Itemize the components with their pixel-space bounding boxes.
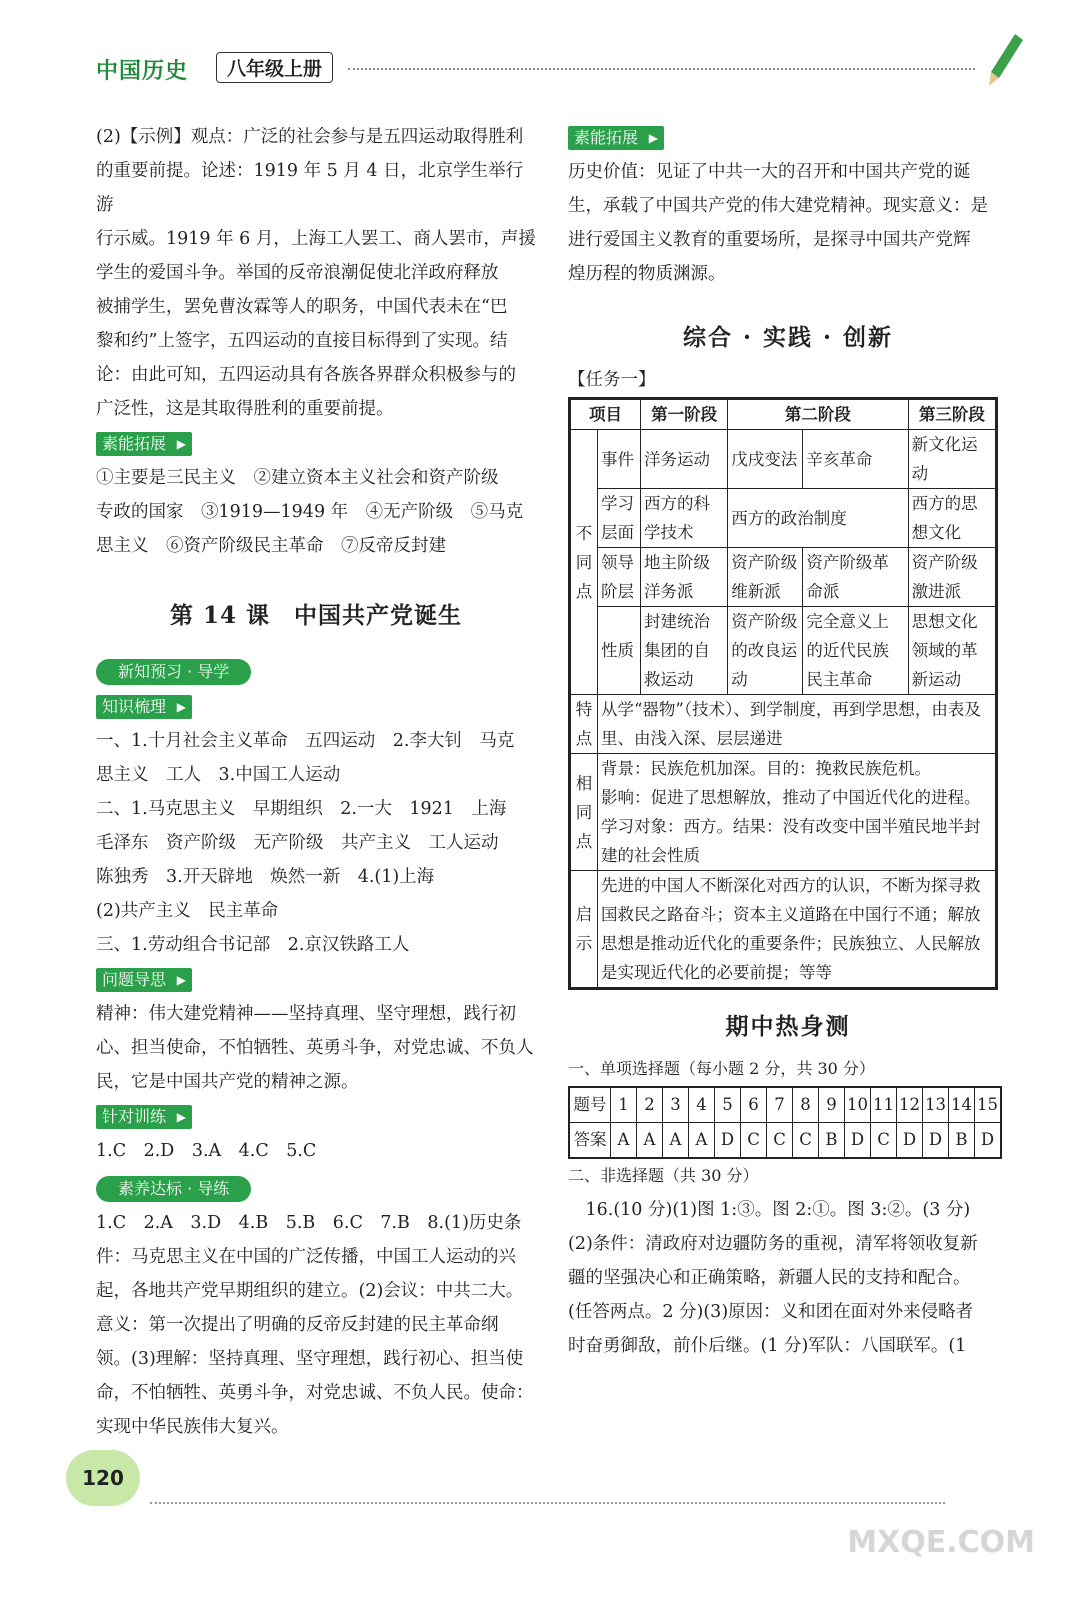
footer-divider (150, 1502, 945, 1504)
section-label-zhishi: 知识梳理 ▶ (96, 695, 192, 719)
text-line: 命，不怕牺牲、英勇斗争，对党忠诚、不负人民。使命： (96, 1383, 534, 1403)
text-line: 历史价值：见证了中共一大的召开和中国共产党的诞 (568, 162, 971, 182)
task-label: 【任务一】 (568, 370, 656, 390)
text-line: 学生的爱国斗争。举国的反帝浪潮促使北洋政府释放 (96, 263, 499, 283)
text-line: 专政的国家 ③1919—1949 年 ④无产阶级 ⑤马克 (96, 502, 524, 522)
table-cell: 11 (871, 1087, 897, 1123)
text-line: 领。(3)理解：坚持真理、坚守理想，践行初心、担当使 (96, 1349, 524, 1369)
text-line: 影响：促进了思想解放，推动了中国近代化的进程。 (601, 788, 981, 807)
text-line: 1.C 2.A 3.D 4.B 5.B 6.C 7.B 8.(1)历史条 (96, 1213, 522, 1233)
table-cell: B (819, 1123, 845, 1159)
pencil-icon (985, 30, 1025, 90)
table-cell: C (767, 1123, 793, 1159)
watermark: MXQE.COM (847, 1525, 1035, 1560)
text-line: 毛泽东 资产阶级 无产阶级 共产主义 工人运动 (96, 833, 499, 853)
table-header: 第三阶段 (908, 399, 996, 430)
text-line: (任答两点。2 分)(3)原因：义和团在面对外来侵略者 (568, 1302, 974, 1322)
midterm-title: 期中热身测 (725, 1013, 851, 1040)
table-cell (598, 754, 997, 871)
table-cell: D (845, 1123, 871, 1159)
table-cell: 完全意义上的近代民族民主革命 (803, 607, 908, 695)
table-cell: 5 (715, 1087, 741, 1123)
text-line: 1.C 2.D 3.A 4.C 5.C (96, 1141, 317, 1161)
text-line: 起，各地共产党早期组织的建立。(2)会议：中共二大。 (96, 1281, 524, 1301)
part-one-heading: 一、单项选择题（每小题 2 分，共 30 分） (568, 1059, 875, 1078)
table-cell: C (741, 1123, 767, 1159)
text-line: 的重要前提。论述：1919 年 5 月 4 日，北京学生举行游 (96, 161, 524, 215)
left-column (96, 120, 536, 1444)
table-cell: 西方的政治制度 (728, 489, 908, 548)
text-line: ①主要是三民主义 ②建立资本主义社会和资产阶级 (96, 468, 499, 488)
table-cell: 1 (611, 1087, 637, 1123)
table-cell: 3 (663, 1087, 689, 1123)
row-label: 相同点 (570, 754, 598, 871)
table-cell: 7 (767, 1087, 793, 1123)
row-label: 事件 (598, 430, 641, 489)
table-cell: 2 (637, 1087, 663, 1123)
section-label-suneng-right: 素能拓展 ▶ (568, 126, 664, 150)
text-line: 生，承载了中国共产党的伟大建党精神。现实意义：是 (568, 196, 988, 216)
text-line: 论：由此可知，五四运动具有各族各界群众积极参与的 (96, 365, 516, 385)
table-cell: 西方的思想文化 (908, 489, 996, 548)
text-line: 二、1.马克思主义 早期组织 2.一大 1921 上海 (96, 799, 507, 819)
table-cell: 戊戌变法 (728, 430, 803, 489)
table-header: 项目 (570, 399, 641, 430)
section-label-zhendui: 针对训练 ▶ (96, 1105, 192, 1129)
table-cell: 资产阶级的改良运动 (728, 607, 803, 695)
table-cell: 资产阶级激进派 (908, 548, 996, 607)
table-header: 第二阶段 (728, 399, 908, 430)
table-row (570, 695, 997, 754)
table-cell: 9 (819, 1087, 845, 1123)
text-line: 陈独秀 3.开天辟地 焕然一新 4.(1)上海 (96, 867, 435, 887)
text-line: 行示威。1919 年 6 月，上海工人罢工、商人罢市，声援 (96, 229, 536, 249)
table-cell: 从学“器物”（技术）、到学制度，再到学思想，由表及里、由浅入深、层层递进 (598, 695, 997, 754)
text-line: 背景：民族危机加深。目的：挽救民族危机。 (601, 759, 931, 778)
table-cell: 西方的科学技术 (641, 489, 728, 548)
table-header: 第一阶段 (641, 399, 728, 430)
table-cell: A (663, 1123, 689, 1159)
part-two-heading: 二、非选择题（共 30 分） (568, 1166, 759, 1185)
text-line: 心、担当使命，不怕牺牲、英勇斗争，对党忠诚、不负人 (96, 1038, 534, 1058)
page-number: 120 (66, 1450, 140, 1506)
row-label: 答案 (569, 1123, 611, 1159)
grade-badge: 八年级上册 (216, 52, 333, 83)
row-label: 领导阶层 (598, 548, 641, 607)
text-line: 三、1.劳动组合书记部 2.京汉铁路工人 (96, 935, 410, 955)
table-cell: 15 (975, 1087, 1002, 1123)
text-line: 16.(10 分)(1)图 1:③。图 2:①。图 3:②。(3 分) (568, 1200, 971, 1220)
answer-table (568, 1086, 1002, 1159)
text-line: 精神：伟大建党精神——坚持真理、坚守理想，践行初 (96, 1004, 516, 1024)
text-line: 时奋勇御敌，前仆后继。(1 分)军队：八国联军。(1 (568, 1336, 967, 1356)
text-line: 实现中华民族伟大复兴。 (96, 1417, 289, 1437)
table-row (570, 754, 997, 871)
section-label-suneng: 素能拓展 ▶ (96, 432, 192, 456)
table-cell: D (923, 1123, 949, 1159)
table-cell: 4 (689, 1087, 715, 1123)
text-line: 被捕学生，罢免曹汝霖等人的职务，中国代表未在“巴 (96, 297, 508, 317)
section-title: 综合 · 实践 · 创新 (682, 324, 894, 351)
banner-preview: 新知预习 · 导学 (96, 659, 251, 685)
intro-paragraph (96, 120, 536, 426)
table-cell: A (637, 1123, 663, 1159)
table-cell: A (689, 1123, 715, 1159)
table-cell: 13 (923, 1087, 949, 1123)
table-cell: C (871, 1123, 897, 1159)
text-line: 煌历程的物质渊源。 (568, 264, 726, 284)
table-cell: D (715, 1123, 741, 1159)
table-cell: A (611, 1123, 637, 1159)
table-cell: 思想文化领域的革新运动 (908, 607, 996, 695)
text-line: 思主义 ⑥资产阶级民主革命 ⑦反帝反封建 (96, 536, 446, 556)
text-line: 思主义 工人 3.中国工人运动 (96, 765, 341, 785)
table-cell: 6 (741, 1087, 767, 1123)
table-cell: 新文化运动 (908, 430, 996, 489)
text-line: (2)条件：清政府对边疆防务的重视，清军将领收复新 (568, 1234, 978, 1254)
table-cell: 辛亥革命 (803, 430, 908, 489)
table-cell: 洋务运动 (641, 430, 728, 489)
text-line: (2)共产主义 民主革命 (96, 901, 279, 921)
table-row (570, 548, 997, 607)
right-column (568, 120, 1008, 1363)
table-cell: D (975, 1123, 1002, 1159)
subject-title: 中国历史 (96, 59, 189, 84)
table-row (569, 1087, 1001, 1123)
row-label: 性质 (598, 607, 641, 695)
row-label: 特点 (570, 695, 598, 754)
table-cell: 14 (949, 1087, 975, 1123)
table-cell: 先进的中国人不断深化对西方的认识，不断为探寻救国救民之路奋斗；资本主义道路在中国行不通；解放思想是推动近代化的重要条件；民族独立、人民解放是实现近代化的必要前提；等等 (598, 871, 997, 989)
text-line: 黎和约”上签字，五四运动的直接目标得到了实现。结 (96, 331, 508, 351)
text-line: 学习对象：西方。结果：没有改变中国半殖民地半封建的社会性质 (601, 817, 981, 865)
text-line: 进行爱国主义教育的重要场所，是探寻中国共产党辉 (568, 230, 971, 250)
banner-dabiao: 素养达标 · 导练 (96, 1176, 251, 1202)
table-row (570, 871, 997, 989)
table-row (570, 430, 997, 489)
text-line: 一、1.十月社会主义革命 五四运动 2.李大钊 马克 (96, 731, 515, 751)
table-row (570, 607, 997, 695)
table-cell: 8 (793, 1087, 819, 1123)
comparison-table (568, 397, 998, 990)
table-cell: 资产阶级革命派 (803, 548, 908, 607)
table-cell: 地主阶级洋务派 (641, 548, 728, 607)
text-line: (2)【示例】观点：广泛的社会参与是五四运动取得胜利 (96, 127, 524, 147)
section-label-wenti: 问题导思 ▶ (96, 968, 192, 992)
row-group-label: 不同点 (570, 430, 598, 695)
row-label: 题号 (569, 1087, 611, 1123)
text-line: 广泛性，这是其取得胜利的重要前提。 (96, 399, 394, 419)
table-cell: 10 (845, 1087, 871, 1123)
table-cell: 12 (897, 1087, 923, 1123)
table-cell: 封建统治集团的自救运动 (641, 607, 728, 695)
table-cell: 资产阶级维新派 (728, 548, 803, 607)
table-row (570, 489, 997, 548)
page-header (96, 48, 1025, 88)
text-line: 民，它是中国共产党的精神之源。 (96, 1072, 359, 1092)
header-divider (348, 68, 975, 70)
table-cell: D (897, 1123, 923, 1159)
text-line: 件：马克思主义在中国的广泛传播，中国工人运动的兴 (96, 1247, 516, 1267)
table-row (570, 399, 997, 430)
row-label: 学习层面 (598, 489, 641, 548)
table-cell: B (949, 1123, 975, 1159)
lesson-title: 第 14 课 中国共产党诞生 (169, 602, 463, 629)
text-line: 意义：第一次提出了明确的反帝反封建的民主革命纲 (96, 1315, 499, 1335)
table-row (569, 1123, 1001, 1159)
table-cell: C (793, 1123, 819, 1159)
text-line: 疆的坚强决心和正确策略，新疆人民的支持和配合。 (568, 1268, 971, 1288)
row-label: 启示 (570, 871, 598, 989)
